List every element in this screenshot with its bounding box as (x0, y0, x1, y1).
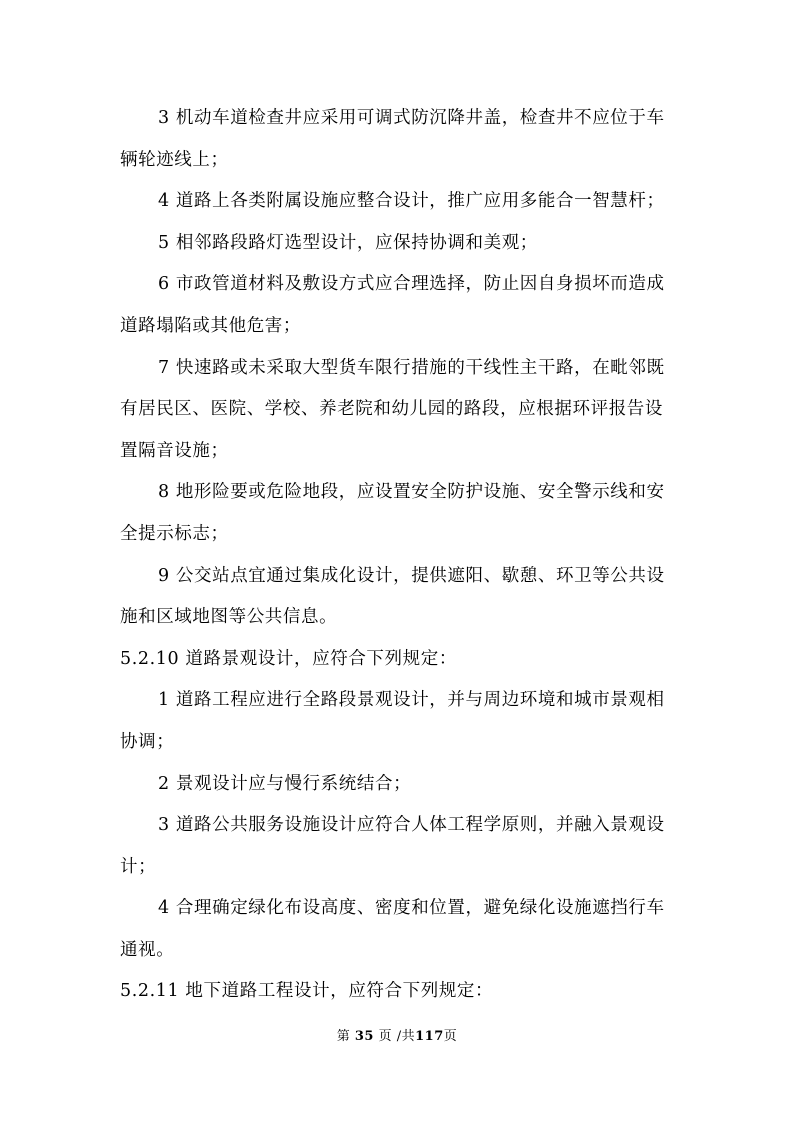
clause-10-item-4-line-2: 通视。 (120, 939, 175, 960)
page-number: 35 (354, 1029, 374, 1044)
clause-10-item-2: 2 景观设计应与慢行系统结合； (158, 773, 412, 794)
body-text (120, 98, 680, 1013)
item-4: 4 道路上各类附属设施应整合设计，推广应用多能合一智慧杆； (158, 191, 665, 212)
clause-5-2-11-heading: 5.2.11 地下道路工程设计，应符合下列规定： (120, 981, 494, 1002)
item-3-line-1: 3 机动车道检查井应采用可调式防沉降井盖，检查井不应位于车 (158, 108, 665, 128)
total-pages: 117 (415, 1029, 444, 1044)
page-footer (0, 1025, 794, 1044)
item-5: 5 相邻路段路灯选型设计，应保持协调和美观； (158, 232, 538, 253)
clause-10-item-1-line-1: 1 道路工程应进行全路段景观设计，并与周边环境和城市景观相 (158, 690, 665, 711)
item-8-line-2: 全提示标志； (120, 523, 229, 544)
clause-10-item-1-line-2: 协调； (120, 731, 175, 752)
item-6-line-2: 道路塌陷或其他危害； (120, 315, 301, 336)
clause-10-item-3-line-1: 3 道路公共服务设施设计应符合人体工程学原则，并融入景观设 (158, 815, 665, 836)
item-8-line-1: 8 地形险要或危险地段，应设置安全防护设施、安全警示线和安 (158, 482, 665, 503)
footer-prefix: 第 (336, 1029, 351, 1044)
item-7-line-2: 有居民区、医院、学校、养老院和幼儿园的路段，应根据环评报告设 (120, 399, 663, 420)
item-7-line-3: 置隔音设施； (120, 440, 229, 461)
clause-10-item-3-line-2: 计； (120, 856, 157, 877)
clause-10-item-4-line-1: 4 合理确定绿化布设高度、密度和位置，避免绿化设施遮挡行车 (158, 898, 665, 919)
footer-middle: 页 /共 (378, 1029, 416, 1044)
item-6-line-1: 6 市政管道材料及敷设方式应合理选择，防止因自身损坏而造成 (158, 274, 665, 295)
item-9-line-1: 9 公交站点宜通过集成化设计，提供遮阳、歇憩、环卫等公共设 (158, 565, 665, 586)
item-7-line-1: 7 快速路或未采取大型货车限行措施的干线性主干路，在毗邻既 (158, 357, 665, 378)
clause-5-2-10-heading: 5.2.10 道路景观设计，应符合下列规定： (120, 648, 457, 669)
footer-suffix: 页 (443, 1029, 458, 1044)
item-3-line-2: 辆轮迹线上； (120, 149, 229, 170)
item-9-line-2: 施和区域地图等公共信息。 (120, 607, 338, 628)
